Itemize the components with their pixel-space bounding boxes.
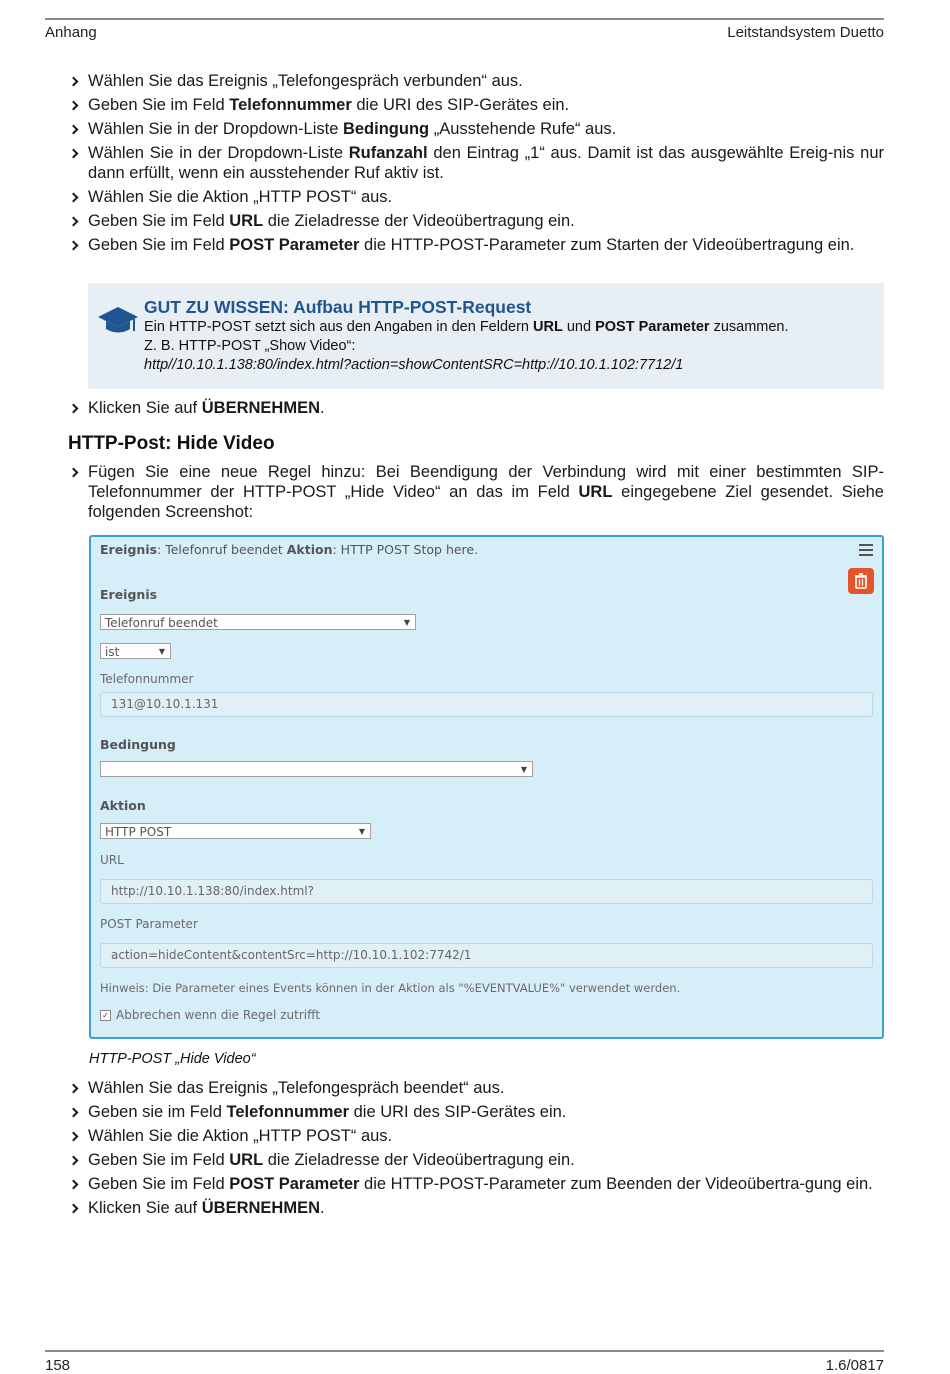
header-product: Leitstandsystem Duetto — [727, 24, 884, 41]
info-title: GUT ZU WISSEN: Aufbau HTTP-POST-Request — [144, 297, 532, 317]
bedingung-select[interactable] — [100, 761, 533, 777]
abort-label: Abbrechen wenn die Regel zutrifft — [116, 1008, 321, 1022]
chevron-down-icon: ▼ — [403, 618, 410, 627]
rule-summary: Ereignis: Telefonruf beendet Aktion: HTTP POST Stop here. — [100, 542, 479, 557]
steps-list-2 — [68, 1078, 884, 1222]
step: Wählen Sie die Aktion „HTTP POST“ aus. — [68, 187, 884, 207]
telefon-input[interactable]: 131@10.10.1.131 — [100, 692, 873, 717]
header-rule — [45, 18, 884, 20]
step: Geben Sie im Feld Telefonnummer die URI des SIP-Gerätes ein. — [68, 95, 884, 115]
steps-apply-1 — [68, 398, 884, 422]
step: Wählen Sie in der Dropdown-Liste Bedingung „Ausstehende Rufe“ aus. — [68, 119, 884, 139]
chevron-down-icon: ▼ — [520, 765, 527, 774]
step: Wählen Sie das Ereignis „Telefongespräch beendet“ aus. — [68, 1078, 884, 1098]
chevron-down-icon: ▼ — [158, 647, 165, 656]
trash-icon — [848, 568, 874, 594]
hint-text: Hinweis: Die Parameter eines Events können in der Aktion als "%EVENTVALUE%" verwendet werden. — [100, 981, 681, 995]
header-chapter: Anhang — [45, 24, 97, 41]
operator-select[interactable]: ist ▼ — [100, 643, 171, 659]
step: Wählen Sie die Aktion „HTTP POST“ aus. — [68, 1126, 884, 1146]
delete-button[interactable] — [848, 568, 874, 594]
step: Geben Sie im Feld URL die Zieladresse der Videoübertragung ein. — [68, 211, 884, 231]
figure-caption: HTTP-POST „Hide Video“ — [89, 1051, 256, 1067]
doc-version: 1.6/0817 — [825, 1357, 884, 1374]
graduation-cap-icon — [98, 303, 138, 337]
footer-rule — [45, 1350, 884, 1352]
menu-icon[interactable] — [859, 544, 873, 559]
step: Wählen Sie das Ereignis „Telefongespräch verbunden“ aus. — [68, 71, 884, 91]
post-label: POST Parameter — [100, 917, 198, 931]
ereignis-label: Ereignis — [100, 587, 158, 602]
url-input[interactable]: http://10.10.1.138:80/index.html? — [100, 879, 873, 904]
step: Geben Sie im Feld POST Parameter die HTTP-POST-Parameter zum Beenden der Videoübertra-gung ein. — [68, 1174, 884, 1194]
step: Geben Sie im Feld POST Parameter die HTTP-POST-Parameter zum Starten der Videoübertragung ein. — [68, 235, 884, 255]
step: Geben sie im Feld Telefonnummer die URI des SIP-Gerätes ein. — [68, 1102, 884, 1122]
info-body: Ein HTTP-POST setzt sich aus den Angaben in den Feldern URL und POST Parameter zusammen. Z. B. HTTP-POST „Show Video“: http//10.10.1.138:80/index.html?action=showContentSRC=http://10.10.1.102:7712/1 — [144, 319, 789, 373]
step: Geben Sie im Feld URL die Zieladresse der Videoübertragung ein. — [68, 1150, 884, 1170]
steps-rule — [68, 462, 884, 526]
aktion-label: Aktion — [100, 798, 146, 813]
rule-screenshot — [89, 535, 884, 1039]
aktion-select[interactable]: HTTP POST ▼ — [100, 823, 371, 839]
step: Wählen Sie in der Dropdown-Liste Rufanzahl den Eintrag „1“ aus. Damit ist das ausgewählte Ereig-nis nur dann erfüllt, wenn ein ausstehender Ruf aktiv ist. — [68, 143, 884, 183]
section-title: HTTP-Post: Hide Video — [68, 433, 275, 454]
bedingung-label: Bedingung — [100, 737, 176, 752]
telefon-label: Telefonnummer — [100, 672, 194, 686]
step: Klicken Sie auf ÜBERNEHMEN. — [68, 1198, 884, 1218]
post-input[interactable]: action=hideContent&contentSrc=http://10.10.1.102:7742/1 — [100, 943, 873, 968]
page-number: 158 — [45, 1357, 71, 1374]
abort-checkbox[interactable]: ✓ — [100, 1010, 111, 1021]
info-box — [88, 283, 884, 389]
step: Klicken Sie auf ÜBERNEHMEN. — [68, 398, 884, 418]
url-label: URL — [100, 853, 124, 867]
chevron-down-icon: ▼ — [358, 827, 365, 836]
ereignis-select[interactable]: Telefonruf beendet ▼ — [100, 614, 416, 630]
steps-list-1 — [68, 71, 884, 259]
step: Fügen Sie eine neue Regel hinzu: Bei Beendigung der Verbindung wird mit einer bestimmten SIP-Telefonnummer der HTTP-POST „Hide Video“ an das im Feld URL eingegebene Ziel gesendet. Siehe folgenden Screenshot: — [68, 462, 884, 522]
